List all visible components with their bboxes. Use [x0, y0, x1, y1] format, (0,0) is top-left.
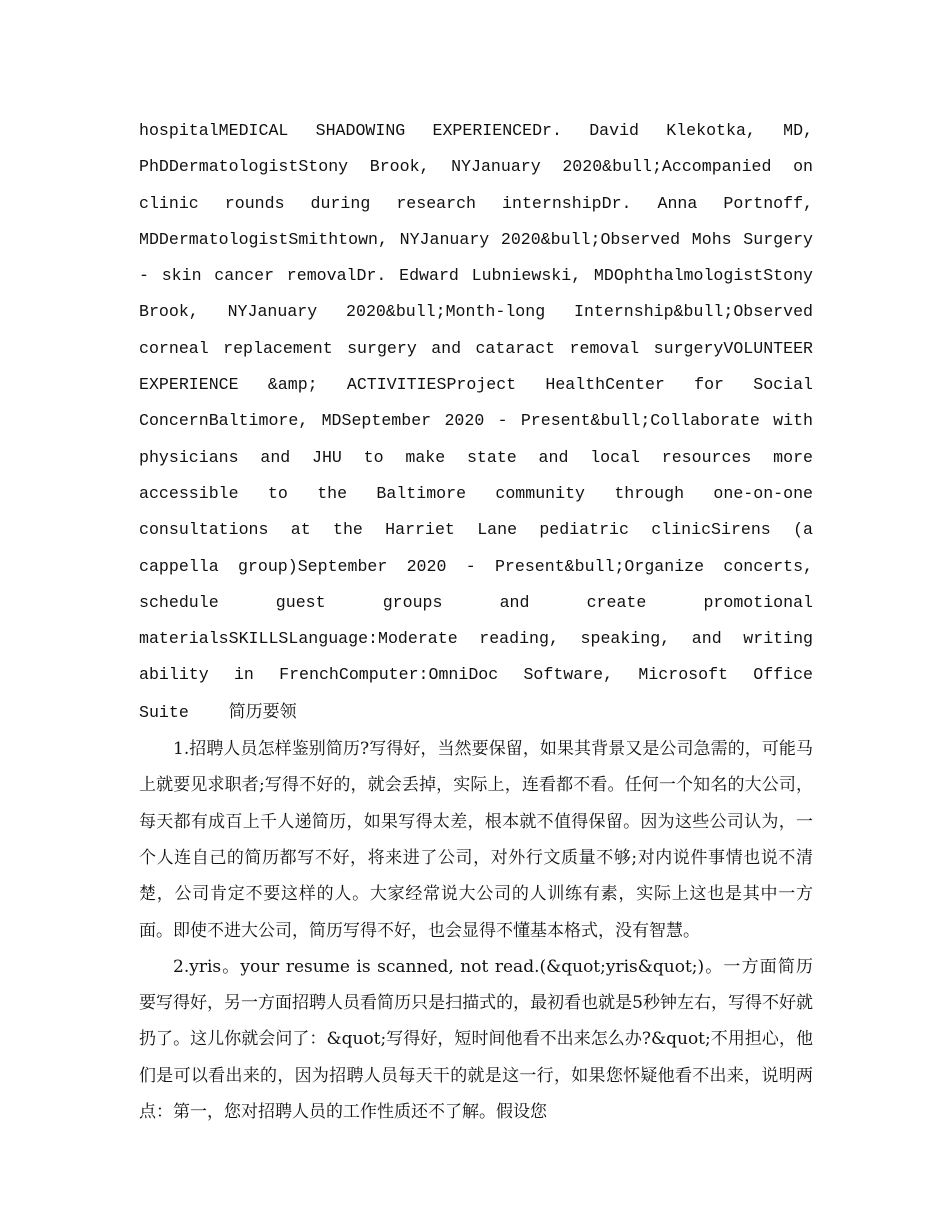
document-page: [139, 113, 813, 1130]
resume-text: hospitalMEDICAL SHADOWING EXPERIENCEDr. David Klekotka, MD, PhDDermatologistStony Brook, NYJanuary 2020&bull;Accompanied on clinic rounds during research internshipDr. Anna Portnoff, MDDermatologistSmithtown, NYJanuary 2020&bull;Observed Mohs Surgery - skin cancer removalDr. Edward Lubniewski, MDOphthalmologistStony Brook, NYJanuary 2020&bull;Month-long Internship&bull;Observed corneal replacement surgery and cataract removal surgeryVOLUNTEER EXPERIENCE &amp; ACTIVITIESProject HealthCenter for Social ConcernBaltimore, MDSeptember 2020 - Present&bull;Collaborate with physicians and JHU to make state and local resources more accessible to the Baltimore community through one-on-one consultations at the Harriet Lane pediatric clinicSirens (a cappella group)September 2020 - Present&bull;Organize concerts, schedule guest groups and create promotional materialsSKILLSLanguage:Moderate reading, speaking, and writing ability in FrenchComputer:OmniDoc Software, Microsoft Office Suite: [139, 121, 813, 722]
point-1-paragraph: 1.招聘人员怎样鉴别简历?写得好，当然要保留，如果其背景又是公司急需的，可能马上就要见求职者;写得不好的，就会丢掉，实际上，连看都不看。任何一个知名的大公司，每天都有成百上千人递简历，如果写得太差，根本就不值得保留。因为这些公司认为，一个人连自己的简历都写不好，将来进了公司，对外行文质量不够;对内说件事情也说不清楚，公司肯定不要这样的人。大家经常说大公司的人训练有素，实际上这也是其中一方面。即使不进大公司，简历写得不好，也会显得不懂基本格式，没有智慧。: [139, 739, 813, 941]
section-title: 简历要领: [228, 701, 297, 722]
resume-text-block: [139, 113, 813, 731]
point-2-paragraph: 2.yris。your resume is scanned, not read.(&quot;yris&quot;)。一方面简历要写得好，另一方面招聘人员看简历只是扫描式的，最初看也就是5秒钟左右，写得不好就扔了。这儿你就会问了：&quot;写得好，短时间他看不出来怎么办?&quot;不用担心，他们是可以看出来的，因为招聘人员每天干的就是这一行，如果您怀疑他看不出来，说明两点：第一，您对招聘人员的工作性质还不了解。假设您: [139, 956, 813, 1123]
